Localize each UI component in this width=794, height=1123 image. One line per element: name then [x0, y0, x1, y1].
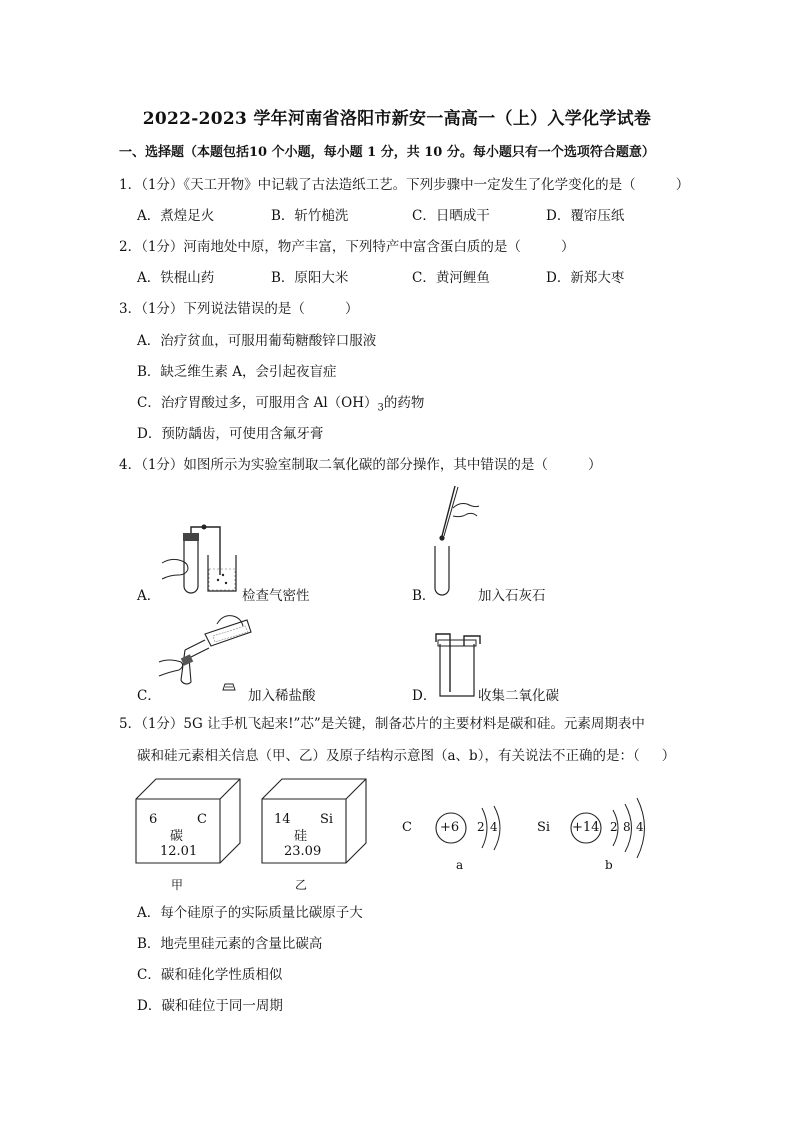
atom-b-label: b	[605, 858, 613, 872]
q4-figure-c-letter: C．	[137, 688, 161, 704]
q3-option-c	[137, 394, 424, 418]
q2-option-a: A．铁棍山药	[137, 270, 215, 286]
silicon-atomic-mass: 23.09	[284, 844, 322, 859]
q3-option-b: B．缺乏维生素 A，会引起夜盲症	[137, 364, 337, 380]
q3-option-c-text: C．治疗胃酸过多，可服用含 Al（OH）	[137, 395, 378, 411]
silicon-atomic-number: 14	[274, 812, 291, 827]
q5-option-d: D．碳和硅位于同一周期	[137, 998, 283, 1014]
q4-figure-a-caption: 检查气密性	[242, 588, 310, 604]
q1-option-a: A．煮煌足火	[137, 208, 215, 224]
page-title: 2022-2023 学年河南省洛阳市新安一高高一（上）入学化学试卷	[142, 109, 652, 129]
q1-option-b: B．斩竹槌洗	[271, 208, 349, 224]
q2-option-c: C．黄河鲤鱼	[412, 270, 490, 286]
q4-figure-d-letter: D．	[412, 688, 437, 704]
atom-a-shell-1: 2	[477, 820, 485, 834]
q5-option-c: C．碳和硅化学性质相似	[137, 967, 283, 983]
silicon-symbol: Si	[320, 812, 334, 827]
atom-b-symbol: Si	[537, 820, 551, 835]
carbon-name: 碳	[170, 829, 184, 844]
q5-option-a: A．每个硅原子的实际质量比碳原子大	[137, 905, 363, 921]
question-2	[119, 238, 574, 256]
section-heading: 一、选择题（本题包括10 个小题，每小题 1 分，共 10 分。每小题只有一个选项符合题意）	[119, 145, 655, 160]
q2-option-b: B．原阳大米	[271, 270, 349, 286]
question-3-stem: 3．（1分）下列说法错误的是（	[119, 301, 305, 317]
question-3-close: ）	[344, 301, 359, 317]
question-4	[119, 456, 601, 474]
carbon-atomic-mass: 12.01	[160, 844, 198, 859]
question-5-close: ）	[661, 748, 676, 764]
atom-a-symbol: C	[402, 820, 412, 835]
question-2-close: ）	[560, 239, 575, 255]
question-3	[119, 300, 358, 318]
question-5-line-1: 5．（1分）5G 让手机飞起来!”芯”是关键，制备芯片的主要材料是碳和硅。元素周期表中	[119, 716, 645, 732]
airtightness-check-figure	[160, 525, 245, 600]
add-limestone-figure	[425, 484, 485, 599]
carbon-atomic-number: 6	[149, 812, 158, 827]
q3-option-c-subscript: 3	[377, 402, 384, 414]
question-2-stem: 2．（1分）河南地处中原，物产丰富，下列特产中富含蛋白质的是（	[119, 239, 521, 255]
question-1-close: ）	[675, 177, 690, 193]
question-5-stem: 碳和硅元素相关信息（甲、乙）及原子结构示意图（a、b），有关说法不正确的是：（	[137, 748, 640, 764]
silicon-name: 硅	[294, 829, 308, 844]
carbon-symbol: C	[197, 812, 207, 827]
atom-b-shell-2: 8	[623, 820, 631, 834]
atom-b-nucleus: +14	[572, 820, 600, 835]
atom-a-shell-2: 4	[490, 820, 498, 834]
q3-option-d: D．预防龋齿，可使用含氟牙膏	[137, 426, 324, 442]
q4-figure-d-caption: 收集二氧化碳	[478, 688, 559, 704]
silicon-box-label: 乙	[295, 878, 308, 892]
q4-figure-c-caption: 加入稀盐酸	[248, 688, 316, 704]
collect-carbon-dioxide-figure	[432, 632, 484, 702]
q4-figure-b-letter: B．	[412, 588, 436, 604]
question-5-line-2	[137, 747, 675, 765]
q1-option-c: C．日晒成干	[412, 208, 490, 224]
atom-b-shell-1: 2	[610, 820, 618, 834]
question-4-stem: 4．（1分）如图所示为实验室制取二氧化碳的部分操作，其中错误的是（	[119, 457, 548, 473]
atom-a-nucleus: +6	[440, 820, 460, 835]
question-1-stem: 1．（1分）《天工开物》中记载了古法造纸工艺。下列步骤中一定发生了化学变化的是（	[119, 177, 636, 193]
q3-option-c-tail: 的药物	[383, 395, 425, 411]
atom-a-label: a	[456, 858, 464, 872]
carbon-box-label: 甲	[171, 878, 184, 892]
question-1	[119, 176, 689, 194]
add-hydrochloric-acid-figure	[155, 610, 255, 700]
q4-figure-b-caption: 加入石灰石	[478, 588, 546, 604]
q3-option-a: A．治疗贫血，可服用葡萄糖酸锌口服液	[137, 333, 377, 349]
q4-figure-a-letter: A．	[137, 588, 161, 604]
question-4-close: ）	[587, 457, 602, 473]
atom-b-shell-3: 4	[636, 820, 644, 834]
q2-option-d: D．新郑大枣	[546, 270, 625, 286]
q1-option-d: D．覆帘压纸	[546, 208, 625, 224]
q5-option-b: B．地壳里硅元素的含量比碳高	[137, 936, 323, 952]
